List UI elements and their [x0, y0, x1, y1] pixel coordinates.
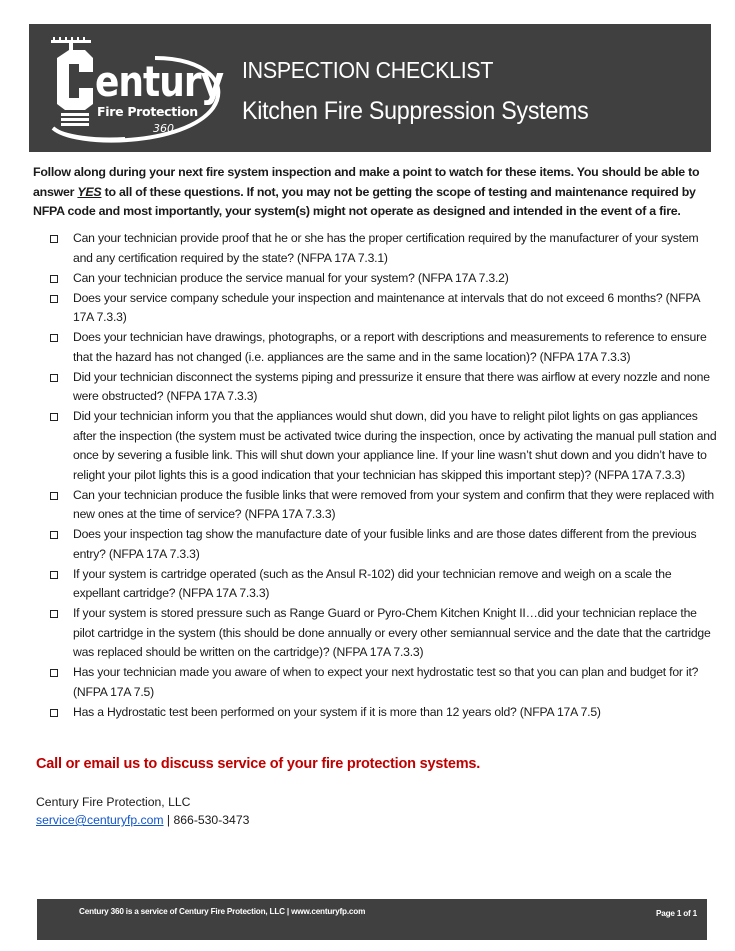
phone-number: 866-530-3473 — [173, 813, 250, 827]
checklist-item-text: If your system is stored pressure such as Range Guard or Pyro-Chem Kitchen Knight II…did your technician replace the pilot cartridge in the system (this should be done annually or every other semiannual service and the date that the cartridge was replaced should be written on the cartridge)? (NFPA 17A 7.3.3) — [73, 606, 711, 659]
header-banner — [29, 24, 711, 152]
checklist-item — [50, 703, 720, 723]
century-logo — [35, 28, 225, 148]
empty-checkbox-icon[interactable] — [50, 235, 58, 243]
checklist-item — [50, 525, 720, 564]
svg-text:360: 360 — [153, 122, 174, 135]
empty-checkbox-icon[interactable] — [50, 334, 58, 342]
sprinkler-head-icon — [35, 28, 225, 148]
contact-line — [36, 811, 249, 829]
checklist-item-text: Has a Hydrostatic test been performed on your system if it is more than 12 years old? (NFPA 17A 7.5) — [73, 704, 601, 719]
empty-checkbox-icon[interactable] — [50, 709, 58, 717]
empty-checkbox-icon[interactable] — [50, 571, 58, 579]
contact-separator: | — [163, 813, 174, 827]
intro-yes-emphasis: YES — [77, 184, 102, 199]
empty-checkbox-icon[interactable] — [50, 275, 58, 283]
checklist-item — [50, 486, 720, 525]
checklist-item — [50, 604, 720, 663]
checklist-item — [50, 663, 720, 702]
empty-checkbox-icon[interactable] — [50, 669, 58, 677]
contact-block — [36, 793, 249, 829]
page-title: INSPECTION CHECKLIST — [242, 57, 494, 83]
page-number: Page 1 of 1 — [655, 909, 697, 918]
checklist-item-text: Has your technician made you aware of when to expect your next hydrostatic test so that you can plan and budget for it? (NFPA 17A 7.5) — [73, 665, 699, 699]
checklist-item-text: Can your technician produce the service manual for your system? (NFPA 17A 7.3.2) — [73, 270, 509, 285]
intro-text-2: to all of these questions. If not, you may not be getting the scope of testing and maintenance required by NFPA code and most importantly, your system(s) might not operate as designed and intended in the event of a fire. — [33, 184, 696, 218]
checklist-item — [50, 269, 720, 289]
checklist-item-text: Did your technician inform you that the appliances would shut down, did you have to relight pilot lights on gas appliances after the inspection (the system must be activated twice during the inspection, once by activating the manual pull station and once by severing a fusible link. This will shut down your appliance line. If your line wasn’t shut down and you didn’t have to relight your pilot lights this is a good indication that your technician has skipped this important step)? (NFPA 17A 7.3.3) — [73, 409, 717, 482]
checklist-item — [50, 328, 720, 367]
checklist-item-text: Can your technician provide proof that he or she has the proper certification required by the manufacturer of your system and any certification required by the state? (NFPA 17A 7.3.1) — [73, 231, 699, 265]
intro-paragraph — [33, 163, 723, 222]
empty-checkbox-icon[interactable] — [50, 295, 58, 303]
checklist-item-text: Can your technician produce the fusible links that were removed from your system and confirm that they were replaced with new ones at the time of service? (NFPA 17A 7.3.3) — [73, 487, 715, 521]
checklist-item-text: Does your inspection tag show the manufacture date of your fusible links and are those dates different from the previous entry? (NFPA 17A 7.3.3) — [73, 527, 697, 561]
empty-checkbox-icon[interactable] — [50, 610, 58, 618]
empty-checkbox-icon[interactable] — [50, 413, 58, 421]
intro-text-1: Follow along during your next fire system inspection and make a point to watch for these items. You should be able to answer — [33, 165, 700, 199]
checklist-item-text: Does your service company schedule your inspection and maintenance at intervals that do not exceed 6 months? (NFPA 17A 7.3.3) — [73, 290, 700, 324]
checklist-item — [50, 289, 720, 328]
checklist-item — [50, 407, 720, 485]
checklist-item — [50, 368, 720, 407]
checklist-item — [50, 565, 720, 604]
call-to-action: Call or email us to discuss service of your fire protection systems. — [36, 756, 481, 772]
empty-checkbox-icon[interactable] — [50, 492, 58, 500]
footer-banner — [37, 899, 707, 940]
checklist-item — [50, 229, 720, 268]
email-link[interactable]: service@centuryfp.com — [36, 813, 164, 827]
company-name: Century Fire Protection, LLC — [36, 795, 191, 809]
empty-checkbox-icon[interactable] — [50, 531, 58, 539]
empty-checkbox-icon[interactable] — [50, 374, 58, 382]
svg-text:entury: entury — [95, 58, 224, 107]
checklist-item-text: Did your technician disconnect the systems piping and pressurize it ensure that there was airflow at every nozzle and none were obstructed? (NFPA 17A 7.3.3) — [73, 369, 710, 403]
checklist-item-text: Does your technician have drawings, photographs, or a report with descriptions and measurements to reference to ensure that the hazard has not changed (i.e. appliances are the same and in the same location)? (NFPA 17A 7.3.3) — [73, 330, 707, 364]
page-subtitle: Kitchen Fire Suppression Systems — [242, 97, 589, 125]
checklist-item-text: If your system is cartridge operated (such as the Ansul R-102) did your technician remove and weigh on a scale the expellant cartridge? (NFPA 17A 7.3.3) — [73, 566, 672, 600]
inspection-checklist — [50, 229, 720, 723]
svg-text:Fire Protection: Fire Protection — [97, 104, 198, 119]
footer-credit: Century 360 is a service of Century Fire Protection, LLC | www.centuryfp.com — [79, 907, 366, 916]
